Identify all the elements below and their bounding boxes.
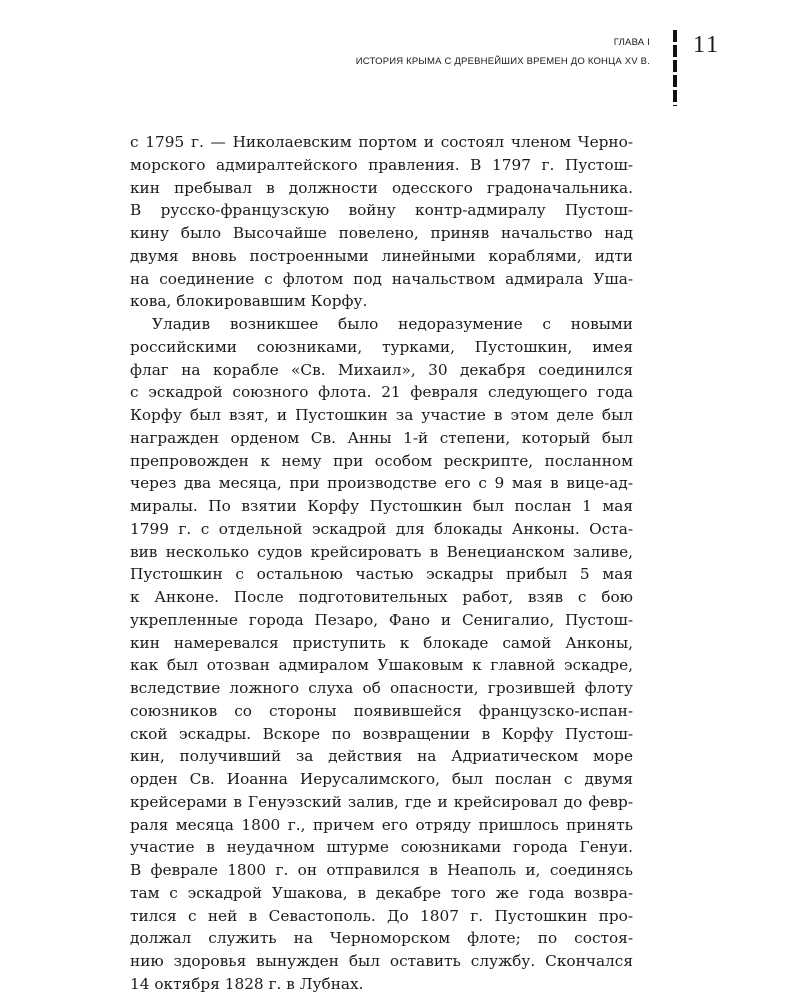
text-line: должал служить на Черноморском флоте; по состоя- xyxy=(130,929,633,948)
text-line: орден Св. Иоанна Иерусалимского, был послан с двумя xyxy=(130,770,633,788)
text-line: флаг на корабле «Св. Михаил», 30 декабря соединился xyxy=(130,360,633,379)
text-line: Пустошкин с остальною частью эскадры прибыл 5 мая xyxy=(130,565,633,584)
text-line: 1799 г. с отдельной эскадрой для блокады Анконы. Оста- xyxy=(130,519,633,538)
text-line: препровожден к нему при особом рескрипте, посланном xyxy=(130,451,633,470)
text-line: как был отозван адмиралом Ушаковым к главной эскадре, xyxy=(130,656,633,675)
text-line: раля месяца 1800 г., причем его отряду пришлось принять xyxy=(130,815,633,834)
text-line: ской эскадры. Вскоре по возвращении в Корфу Пустош- xyxy=(130,724,633,743)
text-line: кин, получивший за действия на Адриатическом море xyxy=(130,747,633,766)
header-divider xyxy=(673,30,677,106)
paragraph xyxy=(130,313,633,996)
text-line: участие в неудачном штурме союзниками города Генуи. xyxy=(130,838,633,857)
text-line: Корфу был взят, и Пустошкин за участие в этом деле был xyxy=(130,406,633,424)
text-line: кин намеревался приступить к блокаде самой Анконы, xyxy=(130,633,633,652)
text-line: награжден орденом Св. Анны 1-й степени, который был xyxy=(130,428,633,447)
text-line: укрепленные города Пезаро, Фано и Сенигалио, Пустош- xyxy=(130,610,633,629)
text-line: с 1795 г. — Николаевским портом и состоял членом Черно- xyxy=(130,133,633,151)
text-line: нию здоровья вынужден был оставить службу. Скончался xyxy=(130,952,633,970)
text-line: миралы. По взятии Корфу Пустошкин был послан 1 мая xyxy=(130,497,633,515)
text-line: Уладив возникшее было недоразумение с новыми xyxy=(152,315,633,333)
page-number: 11 xyxy=(693,32,721,58)
text-line: на соединение с флотом под начальством адмирала Уша- xyxy=(130,269,633,288)
text-line: двумя вновь построенными линейными кораблями, идти xyxy=(130,246,633,265)
text-line: крейсерами в Генуэзский залив, где и крейсировал до февр- xyxy=(130,792,633,811)
text-line: 14 октября 1828 г. в Лубнах. xyxy=(130,974,364,993)
text-line: В русско-французскую войну контр-адмиралу Пустош- xyxy=(130,201,633,220)
text-line: тился с ней в Севастополь. До 1807 г. Пустошкин про- xyxy=(130,906,633,925)
text-line: к Анконе. После подготовительных работ, взяв с бою xyxy=(130,588,633,606)
text-line: морского адмиралтейского правления. В 1797 г. Пустош- xyxy=(130,155,633,174)
text-line: там с эскадрой Ушакова, в декабре того же года возвра- xyxy=(130,883,633,902)
text-line: через два месяца, при производстве его с 9 мая в вице-ад- xyxy=(130,474,633,493)
body-text xyxy=(130,131,633,996)
running-head-chapter: ГЛАВА I xyxy=(613,37,650,48)
text-line: кин пребывал в должности одесского градоначальника. xyxy=(130,178,633,197)
text-line: кова, блокировавшим Корфу. xyxy=(130,292,368,311)
text-line: вследствие ложного слуха об опасности, грозившей флоту xyxy=(130,679,633,697)
text-line: российскими союзниками, турками, Пустошкин, имея xyxy=(130,337,633,356)
text-line: с эскадрой союзного флота. 21 февраля следующего года xyxy=(130,383,633,402)
text-line: союзников со стороны появившейся французско-испан- xyxy=(130,701,633,720)
text-line: вив несколько судов крейсировать в Венецианском заливе, xyxy=(130,542,633,561)
paragraph xyxy=(130,131,633,313)
text-line: кину было Высочайше повелено, приняв начальство над xyxy=(130,224,633,242)
text-line: В феврале 1800 г. он отправился в Неаполь и, соединясь xyxy=(130,861,633,879)
running-head-title: ИСТОРИЯ КРЫМА С ДРЕВНЕЙШИХ ВРЕМЕН ДО КОНЦА XV В. xyxy=(355,56,650,67)
